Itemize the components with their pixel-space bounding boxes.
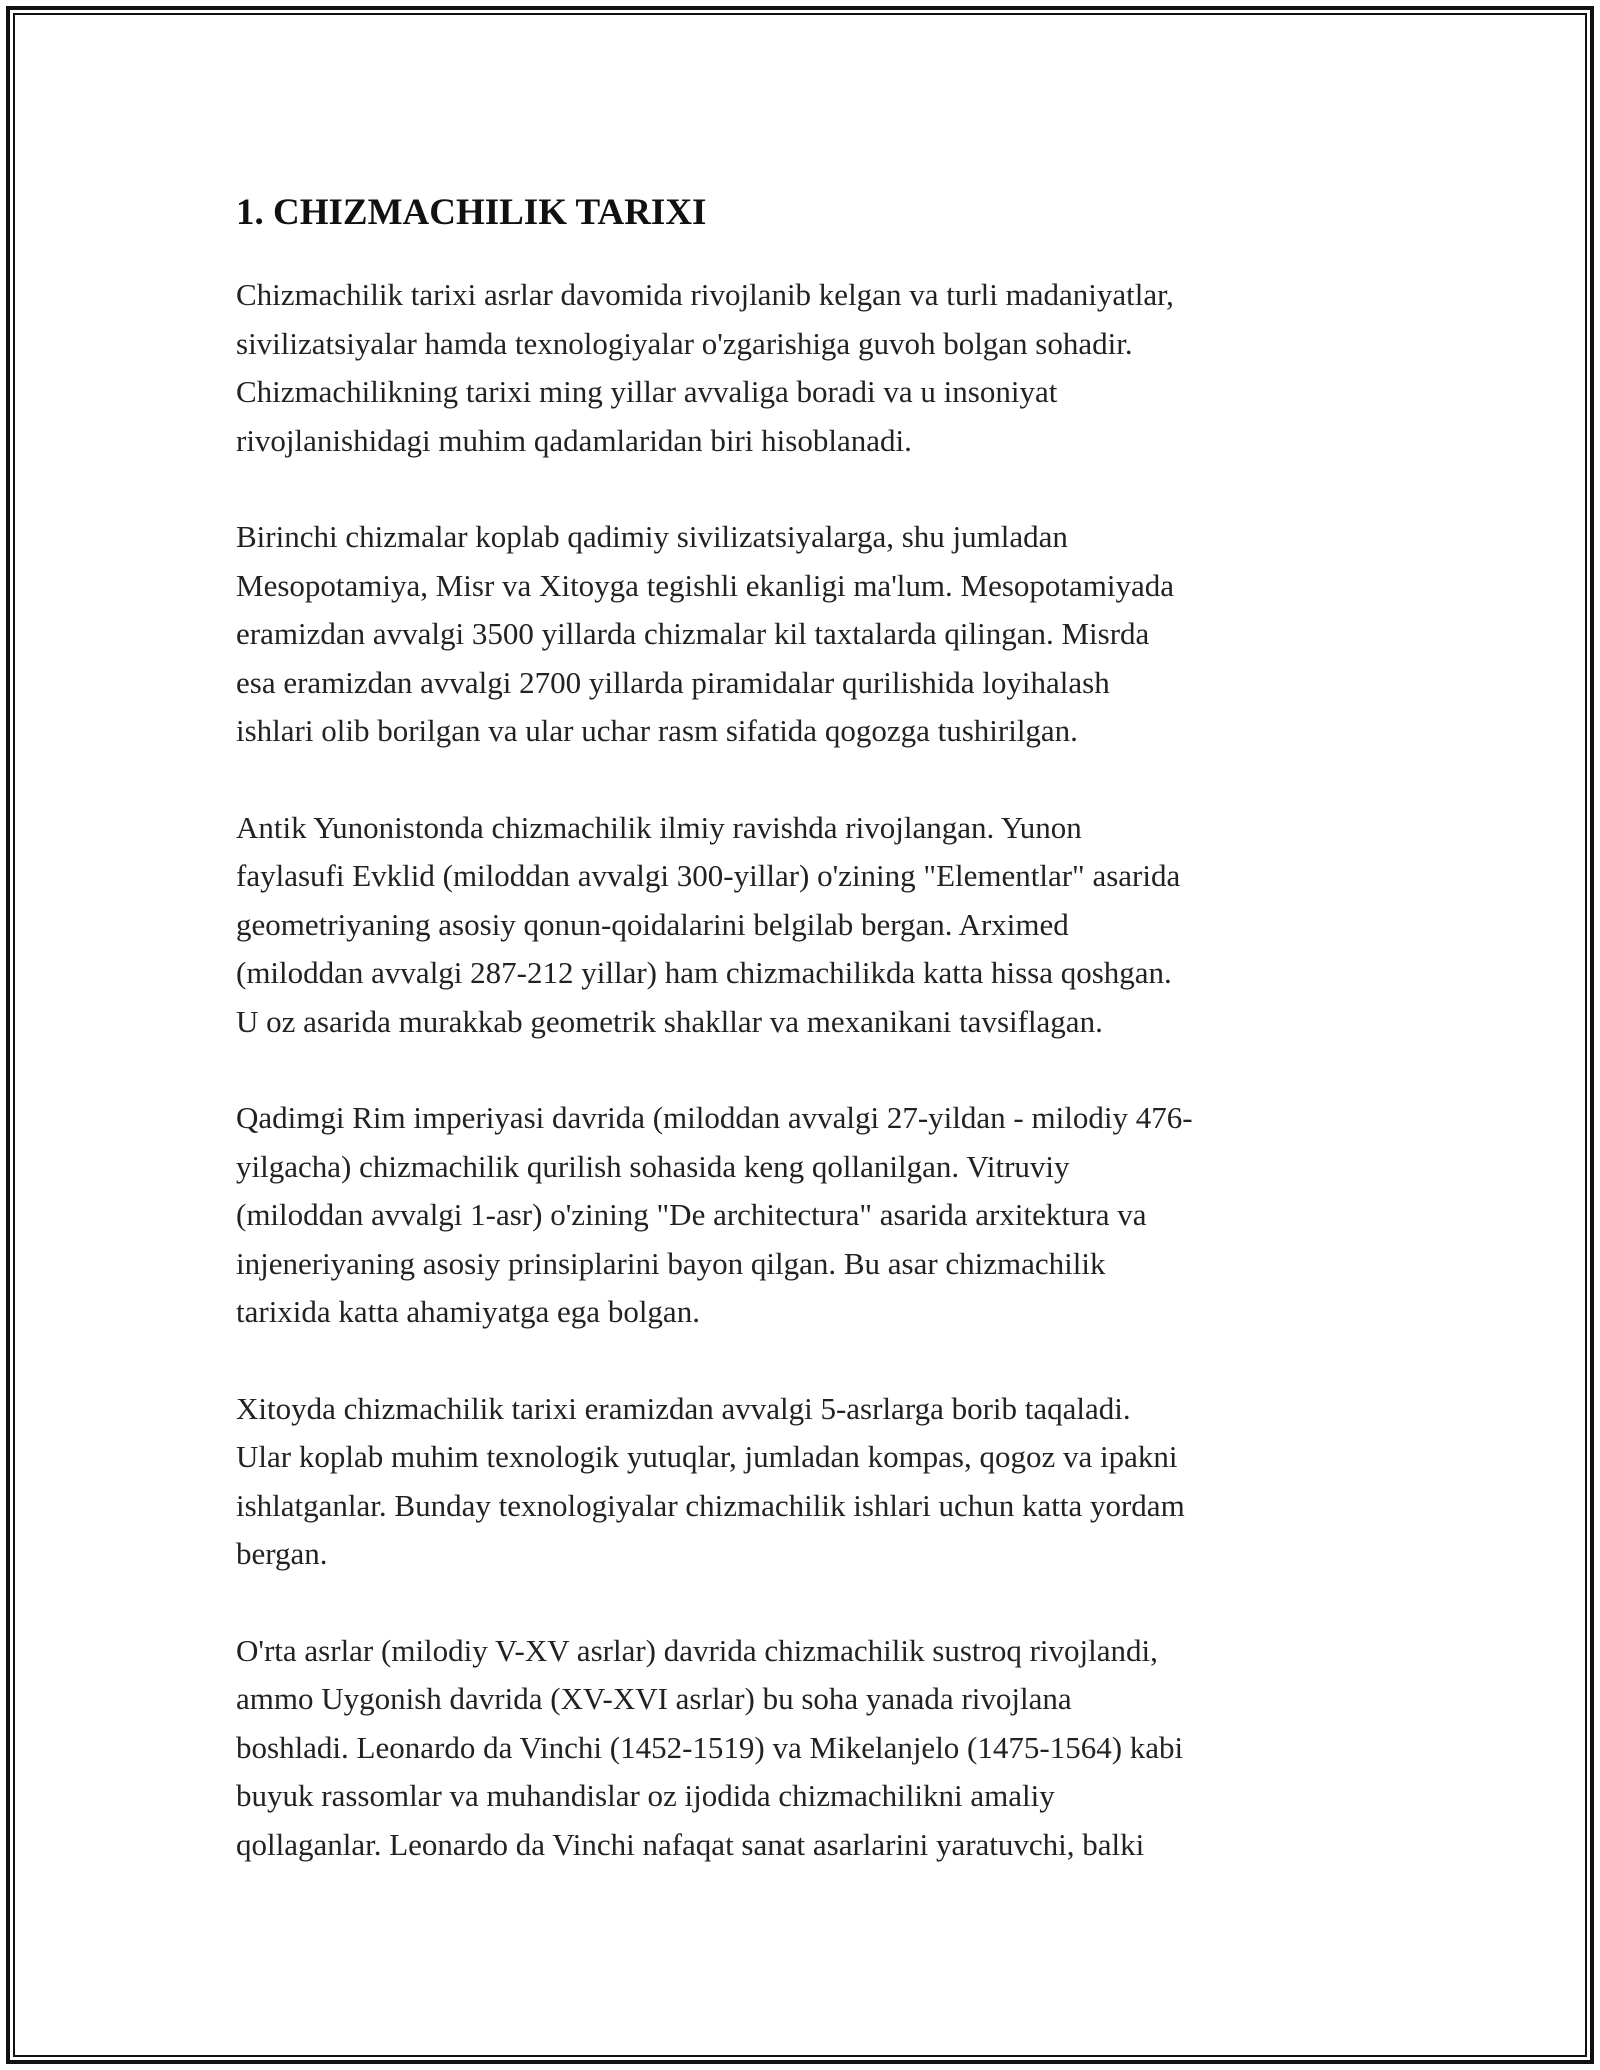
paragraph xyxy=(236,1094,1366,1337)
paragraph-list xyxy=(236,271,1366,1869)
paragraph xyxy=(236,513,1366,756)
paragraph xyxy=(236,271,1366,465)
paragraph-line: eramizdan avvalgi 3500 yillarda chizmalar kil taxtalarda qilingan. Misrda xyxy=(236,616,1150,651)
paragraph-line: Ular koplab muhim texnologik yutuqlar, jumladan kompas, qogoz va ipakni xyxy=(236,1439,1178,1474)
paragraph-line: geometriyaning asosiy qonun-qoidalarini belgilab bergan. Arximed xyxy=(236,906,1069,942)
paragraph-line: ishlatganlar. Bunday texnologiyalar chizmachilik ishlari uchun katta yordam xyxy=(236,1487,1185,1523)
paragraph-line: boshladi. Leonardo da Vinchi (1452-1519) va Mikelanjelo (1475-1564) kabi xyxy=(236,1729,1184,1765)
paragraph-line: Antik Yunonistonda chizmachilik ilmiy ravishda rivojlangan. Yunon xyxy=(236,809,1082,845)
paragraph-line: injeneriyaning asosiy prinsiplarini bayon qilgan. Bu asar chizmachilik xyxy=(236,1245,1106,1281)
paragraph-line: tarixida katta ahamiyatga ega bolgan. xyxy=(236,1294,700,1329)
paragraph-line: (miloddan avvalgi 287-212 yillar) ham chizmachilikda katta hissa qoshgan. xyxy=(236,955,1172,990)
paragraph-line: qollaganlar. Leonardo da Vinchi nafaqat sanat asarlarini yaratuvchi, balki xyxy=(236,1826,1145,1862)
paragraph-line: faylasufi Evklid (miloddan avvalgi 300-yillar) o'zining "Elementlar" asarida xyxy=(236,858,1181,893)
paragraph xyxy=(236,1385,1366,1579)
document-body xyxy=(236,185,1366,1917)
paragraph xyxy=(236,804,1366,1047)
paragraph-line: U oz asarida murakkab geometrik shakllar va mexanikani tavsiflagan. xyxy=(236,1003,1103,1039)
paragraph-line: bergan. xyxy=(236,1536,328,1571)
paragraph-line: O'rta asrlar (milodiy V-XV asrlar) davrida chizmachilik sustroq rivojlandi, xyxy=(236,1632,1158,1668)
paragraph-line: yilgacha) chizmachilik qurilish sohasida keng qollanilgan. Vitruviy xyxy=(236,1148,1070,1184)
page-title: 1. CHIZMACHILIK TARIXI xyxy=(236,192,707,233)
paragraph-line: esa eramizdan avvalgi 2700 yillarda piramidalar qurilishida loyihalash xyxy=(236,664,1110,700)
paragraph xyxy=(236,1627,1366,1870)
paragraph-line: ishlari olib borilgan va ular uchar rasm sifatida qogozga tushirilgan. xyxy=(236,713,1078,748)
paragraph-line: Qadimgi Rim imperiyasi davrida (miloddan avvalgi 27-yildan - milodiy 476- xyxy=(236,1100,1193,1135)
paragraph-line: Mesopotamiya, Misr va Xitoyga tegishli ekanligi ma'lum. Mesopotamiyada xyxy=(236,567,1175,603)
paragraph-line: rivojlanishidagi muhim qadamlaridan biri hisoblanadi. xyxy=(236,422,912,458)
paragraph-line: buyuk rassomlar va muhandislar oz ijodida chizmachilikni amaliy xyxy=(236,1778,1055,1813)
paragraph-line: Birinchi chizmalar koplab qadimiy sivilizatsiyalarga, shu jumladan xyxy=(236,519,1068,554)
paragraph-line: Chizmachilik tarixi asrlar davomida rivojlanib kelgan va turli madaniyatlar, xyxy=(236,277,1174,312)
paragraph-line: Xitoyda chizmachilik tarixi eramizdan avvalgi 5-asrlarga borib taqaladi. xyxy=(236,1390,1131,1426)
paragraph-line: (miloddan avvalgi 1-asr) o'zining "De architectura" asarida arxitektura va xyxy=(236,1197,1147,1232)
paragraph-line: Chizmachilikning tarixi ming yillar avvaliga boradi va u insoniyat xyxy=(236,374,1058,409)
paragraph-line: ammo Uygonish davrida (XV-XVI asrlar) bu soha yanada rivojlana xyxy=(236,1681,1072,1716)
paragraph-line: sivilizatsiyalar hamda texnologiyalar o'zgarishiga guvoh bolgan sohadir. xyxy=(236,325,1133,361)
